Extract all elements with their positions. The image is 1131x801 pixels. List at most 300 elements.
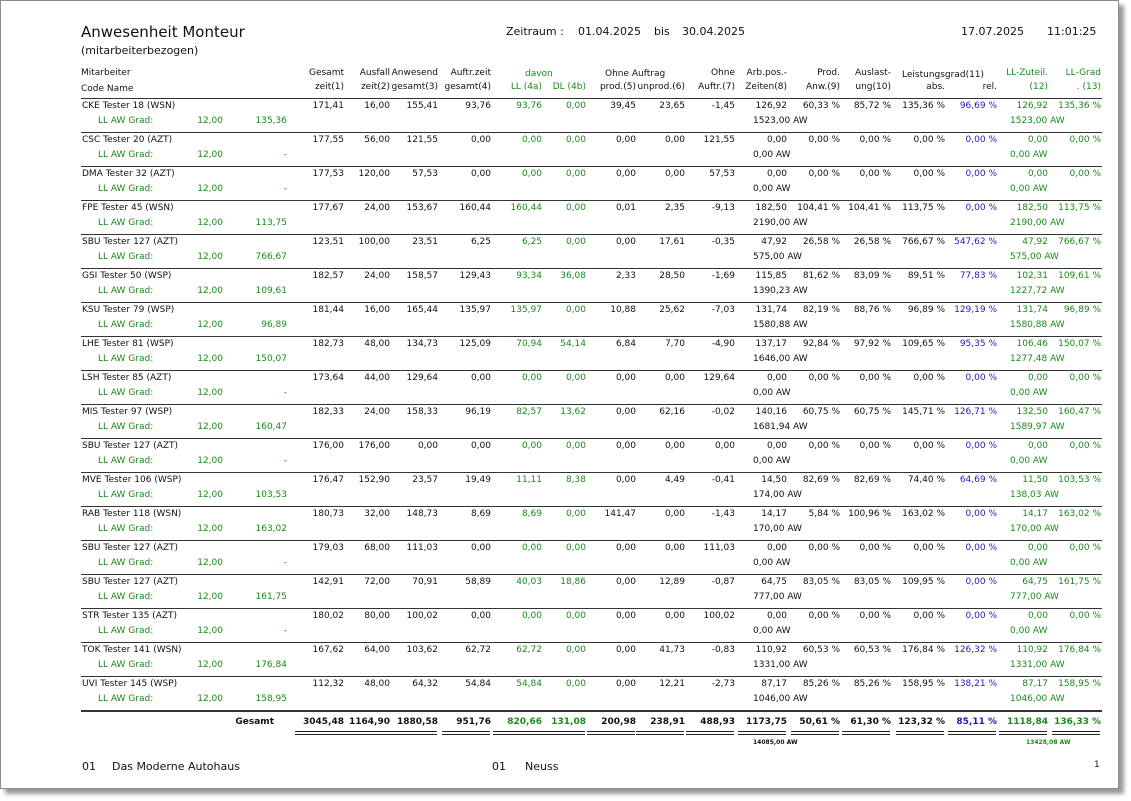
cell-col-9: -0,41	[711, 475, 735, 485]
ll-aw-grad-label: LL AW Grad:	[98, 592, 154, 602]
cell-col-8: 0,00	[664, 441, 685, 451]
cell-col-2: 24,00	[364, 271, 390, 281]
cell-col-10: 182,50	[755, 203, 787, 213]
cell-col-8: 12,89	[659, 577, 685, 587]
cell-col-6: 0,00	[565, 543, 586, 553]
arbpos-aw: 0,00 AW	[753, 184, 791, 194]
cell-col-12: 97,92 %	[853, 339, 891, 349]
cell-col-12: 83,05 %	[853, 577, 891, 587]
cell-col-10: 0,00	[766, 543, 787, 553]
totals-ll-zuteil-aw: 13428,08 AW	[1026, 739, 1071, 746]
column-header-12-l1: Auslast-	[854, 68, 891, 78]
cell-col-10: 110,92	[755, 645, 787, 655]
cell-col-9: -0,83	[711, 645, 735, 655]
cell-col-15: 126,92	[1016, 101, 1048, 111]
cell-col-11: 26,58 %	[802, 237, 840, 247]
cell-col-16: 96,89 %	[1063, 305, 1101, 315]
cell-col-6: 0,00	[565, 203, 586, 213]
cell-col-3: 23,57	[412, 475, 438, 485]
cell-col-5: 93,34	[516, 271, 542, 281]
employee-name: SBU Tester 127 (AZT)	[82, 577, 179, 587]
ll-zuteil-aw: 0,00 AW	[1010, 388, 1048, 398]
cell-col-1: 182,57	[312, 271, 344, 281]
totals-underline	[1052, 731, 1100, 735]
column-header-9-l2: Auftr.(7)	[698, 82, 735, 92]
cell-col-10: 0,00	[766, 441, 787, 451]
cell-col-4: 129,43	[459, 271, 491, 281]
cell-col-2: 152,90	[358, 475, 390, 485]
cell-col-15: 0,00	[1027, 135, 1048, 145]
cell-col-16: 150,07 %	[1058, 339, 1101, 349]
employee-name: DMA Tester 32 (AZT)	[82, 169, 175, 179]
cell-col-1: 179,03	[312, 543, 344, 553]
cell-col-11: 82,69 %	[802, 475, 840, 485]
column-header-11-l2: Anw.(9)	[805, 82, 840, 92]
cell-col-11: 0,00 %	[808, 441, 840, 451]
cell-col-13: 113,75 %	[902, 203, 945, 213]
cell-col-3: 134,73	[406, 339, 438, 349]
cell-col-15: 0,00	[1027, 611, 1048, 621]
cell-col-13: 135,36 %	[902, 101, 945, 111]
cell-col-14: 138,21 %	[954, 679, 997, 689]
cell-col-14: 0,00 %	[965, 169, 997, 179]
cell-col-2: 32,00	[364, 509, 390, 519]
ll-grad-value: 161,75	[255, 592, 287, 602]
cell-col-3: 158,33	[406, 407, 438, 417]
cell-col-12: 0,00 %	[859, 135, 891, 145]
cell-col-6: 13,62	[560, 407, 586, 417]
cell-col-6: 0,00	[565, 679, 586, 689]
ll-aw-value: 12,00	[197, 660, 223, 670]
cell-col-5: 0,00	[521, 441, 542, 451]
cell-col-16: 0,00 %	[1069, 169, 1101, 179]
cell-col-4: 160,44	[459, 203, 491, 213]
cell-col-9: -7,03	[711, 305, 735, 315]
cell-col-7: 6,84	[615, 339, 636, 349]
column-header-15-l2: (12)	[1029, 82, 1048, 92]
cell-col-8: 0,00	[664, 135, 685, 145]
column-header-11-l1: Prod.	[817, 68, 840, 78]
employee-name: STR Tester 135 (AZT)	[82, 611, 178, 621]
cell-col-11: 0,00 %	[808, 373, 840, 383]
cell-col-2: 72,00	[364, 577, 390, 587]
column-header-9-l1: Ohne	[710, 68, 735, 78]
cell-col-15: 64,75	[1022, 577, 1048, 587]
employee-name: CSC Tester 20 (AZT)	[82, 135, 173, 145]
cell-col-8: 0,00	[664, 169, 685, 179]
cell-col-3: 100,02	[406, 611, 438, 621]
totals-col-6: 131,08	[551, 717, 586, 727]
cell-col-10: 0,00	[766, 373, 787, 383]
cell-col-10: 126,92	[755, 101, 787, 111]
column-header-1-l2: zeit(1)	[314, 82, 344, 92]
cell-col-12: 60,53 %	[853, 645, 891, 655]
cell-col-5: 82,57	[516, 407, 542, 417]
cell-col-12: 60,75 %	[853, 407, 891, 417]
cell-col-6: 0,00	[565, 509, 586, 519]
cell-col-10: 131,74	[755, 305, 787, 315]
ll-grad-value: 135,36	[255, 116, 287, 126]
cell-col-6: 18,86	[560, 577, 586, 587]
ll-aw-grad-label: LL AW Grad:	[98, 558, 154, 568]
column-header-10-l1: Arb.pos.-	[746, 68, 787, 78]
cell-col-8: 62,16	[659, 407, 685, 417]
cell-col-1: 171,41	[312, 101, 344, 111]
cell-col-2: 176,00	[358, 441, 390, 451]
ll-grad-value: 176,84	[255, 660, 287, 670]
totals-underline	[791, 731, 839, 735]
row-separator	[81, 234, 1102, 235]
cell-col-9: 57,53	[709, 169, 735, 179]
cell-col-11: 0,00 %	[808, 135, 840, 145]
arbpos-aw: 174,00 AW	[753, 490, 802, 500]
cell-col-2: 16,00	[364, 101, 390, 111]
totals-underline	[999, 731, 1047, 735]
totals-col-15: 1118,84	[1007, 717, 1048, 727]
cell-col-7: 0,00	[615, 135, 636, 145]
footer-page-number: 1	[1094, 760, 1100, 770]
ll-zuteil-aw: 1046,00 AW	[1010, 694, 1065, 704]
cell-col-14: 0,00 %	[965, 373, 997, 383]
cell-col-14: 0,00 %	[965, 543, 997, 553]
employee-name: KSU Tester 79 (WSP)	[82, 305, 175, 315]
cell-col-5: 11,11	[516, 475, 542, 485]
ll-zuteil-aw: 1227,72 AW	[1010, 286, 1065, 296]
cell-col-5: 8,69	[521, 509, 542, 519]
totals-col-4: 951,76	[456, 717, 491, 727]
cell-col-11: 85,26 %	[802, 679, 840, 689]
totals-underline	[493, 731, 541, 735]
totals-underline	[389, 731, 437, 735]
employee-name: SBU Tester 127 (AZT)	[82, 441, 179, 451]
totals-underline	[636, 731, 684, 735]
arbpos-aw: 575,00 AW	[753, 252, 802, 262]
arbpos-aw: 0,00 AW	[753, 558, 791, 568]
cell-col-4: 0,00	[470, 373, 491, 383]
cell-col-8: 0,00	[664, 543, 685, 553]
cell-col-1: 173,64	[312, 373, 344, 383]
arbpos-aw: 0,00 AW	[753, 150, 791, 160]
totals-col-13: 123,32 %	[898, 717, 945, 727]
employee-name: FPE Tester 45 (WSN)	[82, 203, 174, 213]
totals-col-5: 820,66	[507, 717, 542, 727]
employee-name: LSH Tester 85 (AZT)	[82, 373, 172, 383]
ll-aw-grad-label: LL AW Grad:	[98, 286, 154, 296]
cell-col-2: 48,00	[364, 339, 390, 349]
cell-col-1: 112,32	[312, 679, 344, 689]
cell-col-7: 0,01	[615, 203, 636, 213]
ll-grad-value: 163,02	[255, 524, 287, 534]
cell-col-8: 4,49	[664, 475, 685, 485]
cell-col-6: 0,00	[565, 169, 586, 179]
totals-col-14: 85,11 %	[956, 717, 997, 727]
ll-grad-value: -	[283, 558, 287, 568]
ll-zuteil-aw: 0,00 AW	[1010, 150, 1048, 160]
ll-aw-grad-label: LL AW Grad:	[98, 490, 154, 500]
cell-col-9: -1,43	[711, 509, 735, 519]
cell-col-15: 132,50	[1016, 407, 1048, 417]
cell-col-7: 10,88	[610, 305, 636, 315]
cell-col-4: 0,00	[470, 135, 491, 145]
cell-col-15: 47,92	[1022, 237, 1048, 247]
column-header-3-l1: Anwesend	[391, 68, 438, 78]
cell-col-2: 16,00	[364, 305, 390, 315]
ll-grad-value: 103,53	[255, 490, 287, 500]
cell-col-9: 129,64	[703, 373, 735, 383]
cell-col-1: 182,73	[312, 339, 344, 349]
ll-aw-grad-label: LL AW Grad:	[98, 354, 154, 364]
cell-col-15: 106,46	[1016, 339, 1048, 349]
ll-aw-value: 12,00	[197, 354, 223, 364]
cell-col-11: 0,00 %	[808, 543, 840, 553]
arbpos-aw: 2190,00 AW	[753, 218, 808, 228]
ll-zuteil-aw: 1331,00 AW	[1010, 660, 1065, 670]
cell-col-3: 70,91	[412, 577, 438, 587]
cell-col-11: 0,00 %	[808, 169, 840, 179]
ll-aw-grad-label: LL AW Grad:	[98, 184, 154, 194]
cell-col-4: 0,00	[470, 441, 491, 451]
cell-col-9: -1,69	[711, 271, 735, 281]
cell-col-3: 64,32	[412, 679, 438, 689]
totals-underline	[537, 731, 585, 735]
cell-col-4: 6,25	[470, 237, 491, 247]
cell-col-4: 0,00	[470, 169, 491, 179]
arbpos-aw: 1681,94 AW	[753, 422, 808, 432]
column-header-2-l2: zeit(2)	[360, 82, 390, 92]
ll-zuteil-aw: 575,00 AW	[1010, 252, 1059, 262]
employee-name: LHE Tester 81 (WSP)	[82, 339, 174, 349]
cell-col-1: 177,53	[312, 169, 344, 179]
cell-col-15: 87,17	[1022, 679, 1048, 689]
header-leistungsgrad: Leistungsgrad(11)	[902, 70, 985, 80]
column-header-14-l2: rel.	[982, 82, 997, 92]
row-separator	[81, 608, 1102, 609]
cell-col-9: -4,90	[711, 339, 735, 349]
cell-col-6: 8,38	[565, 475, 586, 485]
cell-col-4: 93,76	[465, 101, 491, 111]
cell-col-4: 96,19	[465, 407, 491, 417]
cell-col-10: 64,75	[761, 577, 787, 587]
cell-col-4: 135,97	[459, 305, 491, 315]
ll-aw-grad-label: LL AW Grad:	[98, 116, 154, 126]
cell-col-4: 19,49	[465, 475, 491, 485]
totals-underline	[896, 731, 944, 735]
column-header-7-l2: prod.(5)	[599, 82, 636, 92]
row-separator	[81, 404, 1102, 405]
cell-col-7: 0,00	[615, 543, 636, 553]
cell-col-14: 126,71 %	[954, 407, 997, 417]
cell-col-15: 110,92	[1016, 645, 1048, 655]
cell-col-7: 141,47	[604, 509, 636, 519]
cell-col-16: 176,84 %	[1058, 645, 1101, 655]
arbpos-aw: 0,00 AW	[753, 626, 791, 636]
cell-col-10: 137,17	[755, 339, 787, 349]
cell-col-16: 163,02 %	[1058, 509, 1101, 519]
ll-aw-grad-label: LL AW Grad:	[98, 150, 154, 160]
cell-col-15: 0,00	[1027, 373, 1048, 383]
ll-zuteil-aw: 138,03 AW	[1010, 490, 1059, 500]
cell-col-7: 0,00	[615, 611, 636, 621]
ll-aw-value: 12,00	[197, 388, 223, 398]
row-separator	[81, 370, 1102, 371]
row-separator	[81, 268, 1102, 269]
cell-col-14: 77,83 %	[959, 271, 997, 281]
cell-col-10: 87,17	[761, 679, 787, 689]
ll-grad-value: -	[283, 626, 287, 636]
cell-col-15: 0,00	[1027, 543, 1048, 553]
cell-col-13: 158,95 %	[902, 679, 945, 689]
arbpos-aw: 1331,00 AW	[753, 660, 808, 670]
cell-col-10: 47,92	[761, 237, 787, 247]
footer-branch-code: 01	[492, 760, 506, 773]
cell-col-16: 158,95 %	[1058, 679, 1101, 689]
cell-col-12: 0,00 %	[859, 441, 891, 451]
cell-col-3: 153,67	[406, 203, 438, 213]
footer-company-code: 01	[82, 760, 96, 773]
ll-grad-value: 113,75	[255, 218, 287, 228]
ll-aw-grad-label: LL AW Grad:	[98, 320, 154, 330]
cell-col-16: 113,75 %	[1058, 203, 1101, 213]
cell-col-4: 62,72	[465, 645, 491, 655]
ll-zuteil-aw: 1589,97 AW	[1010, 422, 1065, 432]
cell-col-8: 12,21	[659, 679, 685, 689]
cell-col-14: 96,69 %	[959, 101, 997, 111]
cell-col-12: 83,09 %	[853, 271, 891, 281]
ll-grad-value: 109,61	[255, 286, 287, 296]
cell-col-8: 0,00	[664, 611, 685, 621]
ll-aw-value: 12,00	[197, 524, 223, 534]
cell-col-14: 126,32 %	[954, 645, 997, 655]
cell-col-1: 180,73	[312, 509, 344, 519]
cell-col-1: 167,62	[312, 645, 344, 655]
cell-col-3: 23,51	[412, 237, 438, 247]
cell-col-4: 125,09	[459, 339, 491, 349]
totals-underline	[587, 731, 635, 735]
cell-col-9: -2,73	[711, 679, 735, 689]
cell-col-11: 83,05 %	[802, 577, 840, 587]
ll-grad-value: 96,89	[261, 320, 287, 330]
employee-name: MVE Tester 106 (WSP)	[82, 475, 182, 485]
ll-aw-grad-label: LL AW Grad:	[98, 252, 154, 262]
cell-col-14: 0,00 %	[965, 135, 997, 145]
cell-col-10: 14,17	[761, 509, 787, 519]
cell-col-5: 160,44	[510, 203, 542, 213]
totals-col-10: 1173,75	[746, 717, 787, 727]
cell-col-6: 36,08	[560, 271, 586, 281]
cell-col-14: 95,35 %	[959, 339, 997, 349]
cell-col-16: 0,00 %	[1069, 373, 1101, 383]
cell-col-13: 176,84 %	[902, 645, 945, 655]
cell-col-2: 68,00	[364, 543, 390, 553]
cell-col-4: 8,69	[470, 509, 491, 519]
ll-aw-grad-label: LL AW Grad:	[98, 524, 154, 534]
employee-name: TOK Tester 141 (WSN)	[82, 645, 182, 655]
row-separator	[81, 302, 1102, 303]
cell-col-16: 135,36 %	[1058, 101, 1101, 111]
cell-col-12: 104,41 %	[848, 203, 891, 213]
totals-separator	[81, 711, 1102, 712]
cell-col-3: 129,64	[406, 373, 438, 383]
arbpos-aw: 777,00 AW	[753, 592, 802, 602]
arbpos-aw: 1523,00 AW	[753, 116, 808, 126]
cell-col-13: 0,00 %	[913, 611, 945, 621]
arbpos-aw: 1646,00 AW	[753, 354, 808, 364]
ll-aw-value: 12,00	[197, 218, 223, 228]
arbpos-aw: 1390,23 AW	[753, 286, 808, 296]
totals-col-11: 50,61 %	[799, 717, 840, 727]
ll-zuteil-aw: 0,00 AW	[1010, 626, 1048, 636]
period-label: Zeitraum :	[506, 25, 564, 38]
totals-underline	[738, 731, 786, 735]
cell-col-15: 182,50	[1016, 203, 1048, 213]
totals-underline	[341, 731, 389, 735]
cell-col-13: 766,67 %	[902, 237, 945, 247]
cell-col-5: 70,94	[516, 339, 542, 349]
cell-col-9: 121,55	[703, 135, 735, 145]
cell-col-9: -0,02	[711, 407, 735, 417]
cell-col-10: 0,00	[766, 135, 787, 145]
totals-col-2: 1164,90	[349, 717, 390, 727]
ll-aw-grad-label: LL AW Grad:	[98, 456, 154, 466]
cell-col-12: 85,72 %	[853, 101, 891, 111]
ll-aw-value: 12,00	[197, 184, 223, 194]
cell-col-1: 123,51	[312, 237, 344, 247]
cell-col-9: -1,45	[711, 101, 735, 111]
cell-col-4: 0,00	[470, 543, 491, 553]
cell-col-13: 0,00 %	[913, 373, 945, 383]
cell-col-2: 24,00	[364, 203, 390, 213]
column-header-16-l1: LL-Grad	[1065, 68, 1101, 78]
cell-col-12: 0,00 %	[859, 169, 891, 179]
cell-col-3: 158,57	[406, 271, 438, 281]
cell-col-8: 0,00	[664, 373, 685, 383]
row-separator	[81, 336, 1102, 337]
arbpos-aw: 1580,88 AW	[753, 320, 808, 330]
ll-aw-value: 12,00	[197, 252, 223, 262]
cell-col-14: 0,00 %	[965, 577, 997, 587]
print-date: 17.07.2025	[961, 25, 1024, 38]
cell-col-14: 64,69 %	[959, 475, 997, 485]
totals-col-3: 1880,58	[397, 717, 438, 727]
cell-col-16: 0,00 %	[1069, 611, 1101, 621]
ll-zuteil-aw: 0,00 AW	[1010, 558, 1048, 568]
cell-col-13: 0,00 %	[913, 169, 945, 179]
arbpos-aw: 170,00 AW	[753, 524, 802, 534]
cell-col-11: 60,75 %	[802, 407, 840, 417]
cell-col-12: 100,96 %	[848, 509, 891, 519]
cell-col-1: 177,55	[312, 135, 344, 145]
cell-col-11: 82,19 %	[802, 305, 840, 315]
cell-col-8: 0,00	[664, 509, 685, 519]
cell-col-10: 0,00	[766, 611, 787, 621]
cell-col-7: 0,00	[615, 373, 636, 383]
column-header-5-l2: LL (4a)	[510, 82, 542, 92]
cell-col-12: 82,69 %	[853, 475, 891, 485]
header-separator	[81, 98, 1102, 99]
cell-col-1: 142,91	[312, 577, 344, 587]
cell-col-14: 547,62 %	[954, 237, 997, 247]
ll-grad-value: 158,95	[255, 694, 287, 704]
cell-col-15: 131,74	[1016, 305, 1048, 315]
ll-zuteil-aw: 170,00 AW	[1010, 524, 1059, 534]
totals-col-12: 61,30 %	[850, 717, 891, 727]
cell-col-11: 0,00 %	[808, 611, 840, 621]
cell-col-2: 24,00	[364, 407, 390, 417]
cell-col-10: 0,00	[766, 169, 787, 179]
ll-zuteil-aw: 777,00 AW	[1010, 592, 1059, 602]
cell-col-15: 102,31	[1016, 271, 1048, 281]
print-time: 11:01:25	[1047, 25, 1097, 38]
